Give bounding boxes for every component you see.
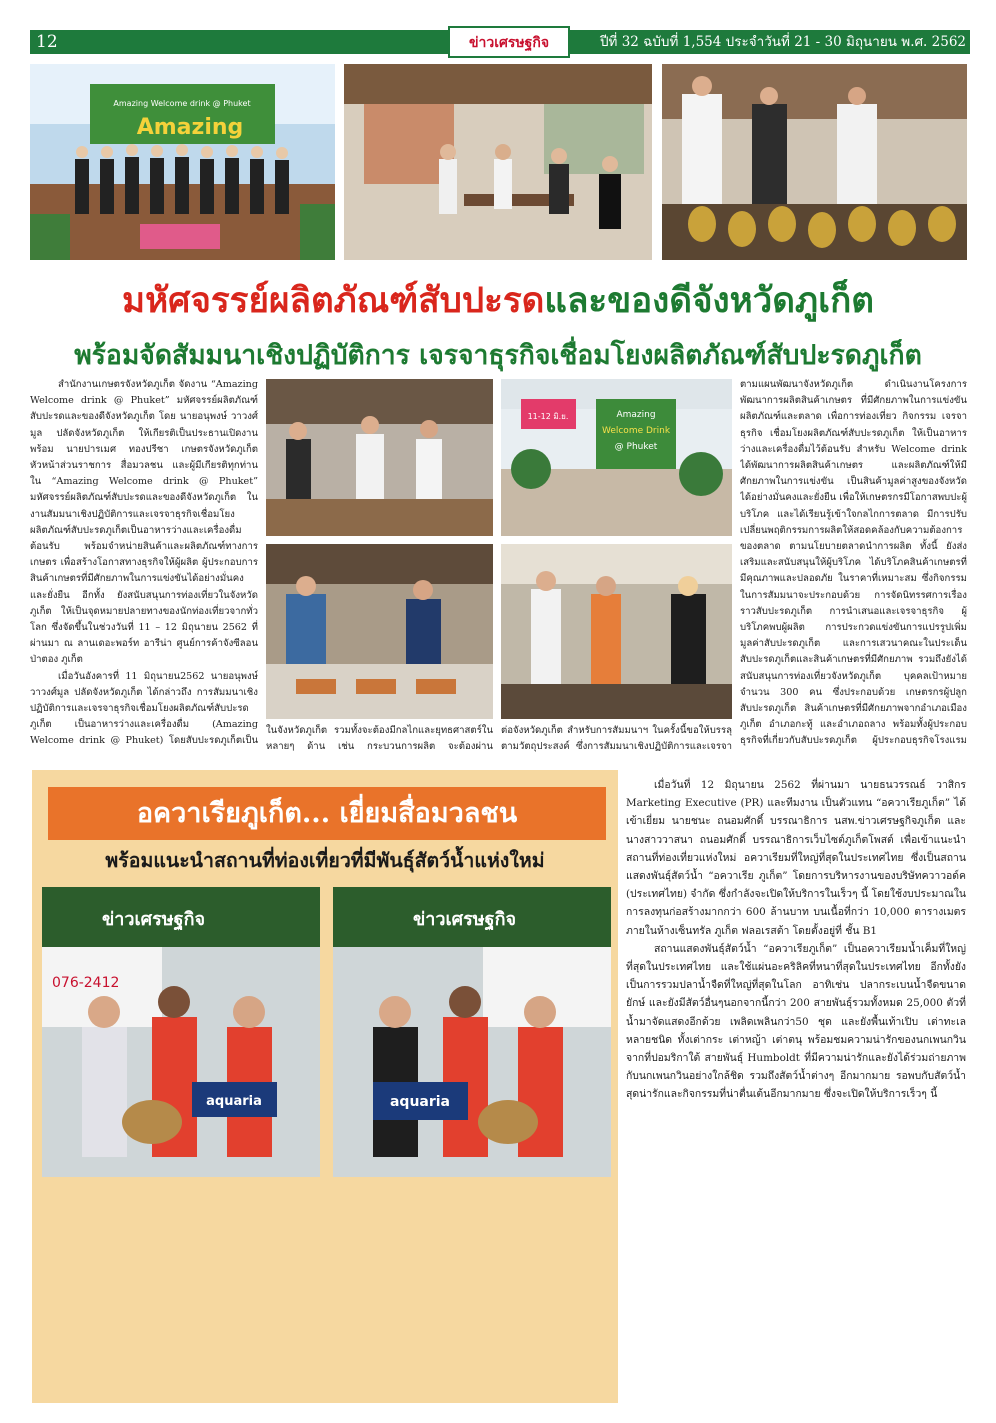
aquaria-paragraph: เมื่อวันที่ 12 มิถุนายน 2562 ที่ผ่านมา นายธนวรรณธ์ วาสิกร Marketing Executive (PR) และทีมงาน เป็นตัวแทน “อควาเรียภูเก็ต” ได้เข้าเยี่ยม นายชนะ ถนอมศักดิ์ บรรณาธิการ นสพ.ข่าวเศรษฐกิจภูเก็ต และ นางสาววาสนา ถนอมศักดิ์ บรรณาธิการเว็บไซต์ภูเก็ตโพสต์ เพื่อเข้าแนะนำสถานที่ท่องเที่ยวแห่งใหม่ อควาเรียมที่ใหญ่ที่สุดในประเทศไทย ซึ่งเป็นสถานแสดงพันธุ์สัตว์น้ำ “อควาเรีย ภูเก็ต” โดยการบริหารงานของบริษัทควาวอด์ค (ประเทศไทย) จำกัด ซึ่งกำลังจะเปิดให้บริการในเร็วๆ นี้ โดยใช้งบประมาณในการลงทุนก่อสร้างมากกว่า 600 ล้านบาท บนเนื้อที่กว่า 10,000 ตารางเมตร ภายในห้างเซ็นทรัล ภูเก็ต ฟลอเรสต้า โดยตั้งอยู่ที่ ชั้น B1 xyxy=(626,779,966,937)
svg-text:Amazing: Amazing xyxy=(136,115,244,140)
main-headline xyxy=(30,276,966,326)
svg-text:@ Phuket: @ Phuket xyxy=(614,442,658,452)
photo-aquaria-visit-2 xyxy=(333,887,611,1177)
article-column-2-text xyxy=(266,723,493,752)
article-column-1 xyxy=(30,377,258,750)
article-paragraph: สำนักงานเกษตรจังหวัดภูเก็ต จัดงาน “Amazing Welcome drink @ Phuket” มหัศจรรย์ผลิตภัณฑ์สับปะรดและของดีจังหวัดภูเก็ต โดย นายอนุพงษ์ วาวงศ์มูล ปลัดจังหวัดภูเก็ต ให้เกียรติเป็นประธานเปิดงาน พร้อม นายปารเมศ ทองปรีชา เกษตรจังหวัดภูเก็ต หัวหน้าส่วนราชการ สื่อมวลชน และผู้มีเกียรติทุกท่าน ใน “Amazing Welcome drink @ Phuket” มหัศจรรย์ผลิตภัณฑ์สับปะรดและของดีจังหวัดภูเก็ต ในงานสัมมนาเชิงปฏิบัติการและเจรจาธุรกิจเชื่อมโยงผลิตภัณฑ์สับปะรดภูเก็ตเป็นอาหารว่างและเครื่องดื่มต้อนรับ พร้อมจำหน่ายสินค้าและผลิตภัณฑ์ทางการเกษตร เพื่อสร้างโอกาสทางธุรกิจให้ผู้ผลิต ผู้ประกอบการสินค้าเกษตรที่มีศักยภาพในการแข่งขันได้อย่างมั่นคงและยั่งยืน อีกทั้ง ยังสนับสนุนการท่องเที่ยวในจังหวัดภูเก็ต ให้เป็นจุดหมายปลายทางของนักท่องเที่ยวจากทั่วโลก ซึ่งจัดขึ้นในช่วงวันที่ 11 – 12 มิถุนายน 2562 ที่ผ่านมา ณ ลานเดอะพอร์ท อารีน่า ศูนย์การค้าจังซีลอน ป่าตอง ภูเก็ต xyxy=(30,379,258,666)
photo-press-talk xyxy=(344,64,652,260)
headline-part1: มหัศจรรย์ผลิตภัณฑ์สับปะรด xyxy=(122,280,545,321)
newspaper-logo xyxy=(448,26,570,58)
aquaria-title: อควาเรียภูเก็ต... เยี่ยมสื่อมวลชน xyxy=(48,787,606,840)
article-paragraph: ตามแผนพัฒนาจังหวัดภูเก็ต ดำเนินงานโครงการพัฒนาการผลิตสินค้าเกษตร ที่มีศักยภาพในการแข่งขัน ผลิตภัณฑ์และตลาด เพื่อการท่องเที่ยว กิจกรรม เจรจาธุรกิจ เชื่อมโยงผลิตภัณฑ์สับปะรดภูเก็ต ให้เป็นอาหารว่างและเครื่องดื่มไว้ต้อนรับ สำหรับ Welcome drink ได้พัฒนาการผลิตสินค้าเกษตร และผลิตภัณฑ์ให้มีศักยภาพในการแข่งขัน เป็นสินค้ามูลค่าสูงของจังหวัดได้อย่างมั่นคงและยั่งยืน เพื่อให้เกษตรกรมีโอกาสพบปะผู้บริโภค และได้เรียนรู้เข้าใจกลไกการตลาด มีการปรับเปลี่ยนพฤติกรรมการผลิตให้สอดคล้องกับความต้องการของตลาด ตามนโยบายตลาดนำการผลิต ทั้งนี้ ยังส่งเสริมและสนับสนุนให้ผู้บริโภค ได้บริโภคสินค้าเกษตรที่มีคุณภาพและปลอดภัย ในราคาที่เหมาะสม ซึ่งกิจกรรมในการสัมมนาจะประกอบด้วย การจัดนิทรรศการเรื่องราวสับปะรดภูเก็ต การนำเสนอและเจรจาธุรกิจ ผู้บริโภคพบผู้ผลิต การประกวดแข่งขันการแปรรูปเพิ่มมูลค่าสับปะรดภูเก็ต และการเสวนาคณะในประเด็นสับปะรดภูเก็ตและสินค้าเกษตรที่มีศักยภาพ รวมถึงยังได้สนับสนุนการท่องเที่ยวจังหวัดภูเก็ต บุคคลเป้าหมาย จำนวน 300 คน ซึ่งประกอบด้วย เกษตรกรผู้ปลูกสับปะรดภูเก็ต สินค้าเกษตรที่มีศักยภาพจากอำเภอเมืองภูเก็ต อำเภอกะทู้ และอำเภอถลาง พร้อมทั้งผู้ประกอบธุรกิจที่เกี่ยวกับสับปะรดภูเก็ต ผู้ประกอบธุรกิจโรงแรม xyxy=(740,379,967,747)
aquaria-paragraph: สถานแสดงพันธุ์สัตว์น้ำ “อควาเรียภูเก็ต” เป็นอควาเรียมน้ำเค็มที่ใหญ่ที่สุดในประเทศไทย และใช้แผ่นอะคริลิคที่หนาที่สุดในประเทศไทย อีกทั้งยังเป็นการรวมปลาน้ำจืดที่ใหญ่ที่สุดในโลก อาทิเช่น ปลากระเบนน้ำจืดขนาดยักษ์ และยังมีสัตว์อื่นๆนอกจากนี้กว่า 200 สายพันธุ์รวมทั้งหมด 25,000 ตัวที่น้ำมาจัดแสดงอีกด้วย เพลิดเพลินกว่า50 ชุด และยังพื้นเท้าเปิบ เต่าทะเลหลายชนิด ทั้งเต่ากระ เต่าหญ้า เต่าตนุ พร้อมชมความน่ารักของนกเพนกวินจากที่ปอมริกาใต้ สายพันธุ์ Humboldt ที่มีความน่ารักและยังได้ร่วมถ่ายภาพกับนกเพนกวินอย่างใกล้ชิด รวมถึงสัตว์น้ำต่างๆ อีกมากมาย รอพบกับสัตว์น้ำสุดน่ารักและกิจกรรมที่น่าตื่นเต้นอีกมากมาย ซึ่งจะเปิดให้บริการเร็วๆ นี้ xyxy=(626,942,966,1101)
svg-text:Welcome Drink: Welcome Drink xyxy=(601,426,671,436)
svg-text:ข่าวเศรษฐกิจ: ข่าวเศรษฐกิจ xyxy=(413,909,517,930)
page-number: 12 xyxy=(36,32,58,52)
svg-text:aquaria: aquaria xyxy=(206,1094,262,1109)
article-paragraph: ในจังหวัดภูเก็ต รวมทั้งจะต้องมีกลไกและยุทธศาสตร์ในหลายๆ ด้าน เช่น กระบวนการผลิต จะต้องผ่าน xyxy=(266,725,493,752)
photo-product-booth xyxy=(501,544,732,719)
logo-text: ข่าวเศรษฐกิจ xyxy=(468,35,550,51)
aquaria-text xyxy=(626,776,966,1403)
photo-food-stall xyxy=(266,544,493,719)
photo-welcome-drink-sign xyxy=(501,379,732,536)
photo-opening-stage xyxy=(30,64,335,260)
svg-text:076-2412: 076-2412 xyxy=(52,975,120,991)
svg-text:11-12 มิ.ย.: 11-12 มิ.ย. xyxy=(527,412,569,421)
photo-cocktail-booth xyxy=(266,379,493,536)
aquaria-subtitle: พร้อมแนะนำสถานที่ท่องเที่ยวที่มีพันธุ์สัตว์น้ำแห่งใหม่ xyxy=(105,849,545,872)
article-column-4 xyxy=(740,377,967,750)
svg-text:Amazing: Amazing xyxy=(616,410,656,420)
svg-text:ข่าวเศรษฐกิจ: ข่าวเศรษฐกิจ xyxy=(102,909,206,930)
article-paragraph: เมื่อวันอังคารที่ 11 มิถุนายน2562 นายอนุพงษ์ วาวงศ์มูล ปลัดจังหวัดภูเก็ต ได้กล่าวถึง การสัมมนาเชิงปฏิบัติการและเจรจาธุรกิจเชื่อมโยงผลิตภัณฑ์สับปะรดภูเก็ต เป็นอาหารว่างและเครื่องดื่ม (Amazing Welcome drink @ Phuket) โดยสับปะรดภูเก็ตเป็น xyxy=(30,670,258,747)
article-paragraph: ต่อจังหวัดภูเก็ต สำหรับการสัมมนาฯ ในครั้งนี้ขอให้บรรลุตามวัตถุประสงค์ ซึ่งการสัมมนาเชิงปฏิบัติการและเจรจา xyxy=(501,725,732,752)
sub-headline: พร้อมจัดสัมมนาเชิงปฏิบัติการ เจรจาธุรกิจเชื่อมโยงผลิตภัณฑ์สับปะรดภูเก็ต xyxy=(74,340,922,371)
svg-text:Amazing Welcome drink @ Phuket: Amazing Welcome drink @ Phuket xyxy=(113,99,251,108)
photo-aquaria-visit-1 xyxy=(42,887,320,1177)
photo-pineapple-judging xyxy=(662,64,967,260)
article-column-3 xyxy=(501,723,732,752)
svg-text:aquaria: aquaria xyxy=(389,1094,451,1110)
issue-line: ปีที่ 32 ฉบับที่ 1,554 ประจำวันที่ 21 - 30 มิถุนายน พ.ศ. 2562 xyxy=(599,34,966,50)
headline-part2: และของดีจังหวัดภูเก็ต xyxy=(544,280,874,321)
